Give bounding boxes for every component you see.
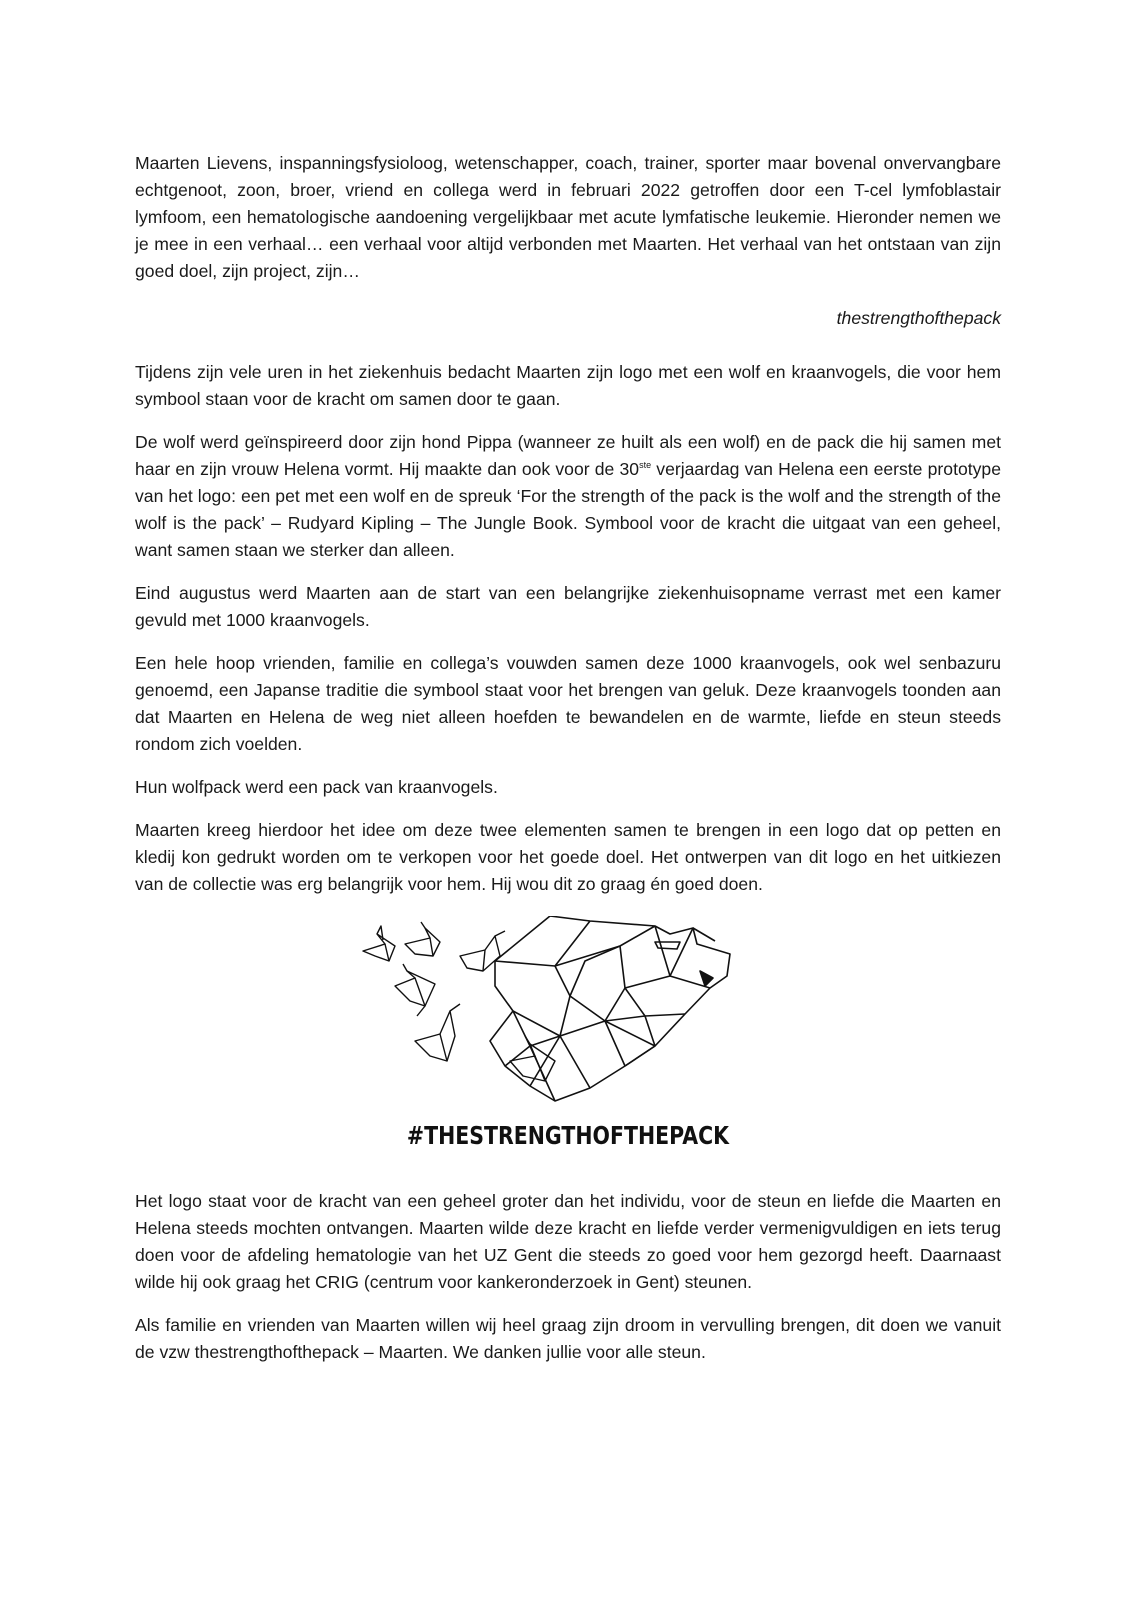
closing-paragraph: Als familie en vrienden van Maarten willen wij heel graag zijn droom in vervulling brengen, dit doen we vanuit de vzw thestrengthofthepack – Maarten. We danken jullie voor alle steun. xyxy=(135,1315,1001,1362)
wolf-paragraph-part-a: De wolf werd geïnspireerd door zijn hond Pippa (wanneer ze huilt als een wolf) en de pack die hij samen met haar en zijn vrouw Helena vormt. Hij maakte dan ook voor de 30 xyxy=(135,432,1001,479)
august-paragraph: Eind augustus werd Maarten aan de start van een belangrijke ziekenhuisopname verrast met een kamer gevuld met 1000 kraanvogels. xyxy=(135,583,1001,630)
document-body xyxy=(135,150,1001,1366)
wolf-paragraph xyxy=(135,429,1001,564)
wolf-cranes-logo-icon xyxy=(355,916,775,1116)
collection-paragraph: Maarten kreeg hierdoor het idee om deze twee elementen samen te brengen in een logo dat op petten en kledij kon gedrukt worden om te verkopen voor het goede doel. Het ontwerpen van dit logo en het uitkiezen van de collectie was erg belangrijk voor hem. Hij wou dit zo graag én goed doen. xyxy=(135,820,1001,894)
logo xyxy=(135,916,1001,1176)
logo-caption: #THESTRENGTHOFTHEPACK xyxy=(406,1121,730,1150)
logo-idea-paragraph: Tijdens zijn vele uren in het ziekenhuis bedacht Maarten zijn logo met een wolf en kraanvogels, die voor hem symbool staan voor de kracht om samen door te gaan. xyxy=(135,362,1001,409)
ordinal-suffix: ste xyxy=(639,460,652,470)
cranes-paragraph: Een hele hoop vrienden, familie en collega’s vouwden samen deze 1000 kraanvogels, ook wel senbazuru genoemd, een Japanse traditie die symbool staat voor het brengen van geluk. Deze kraanvogels toonden aan dat Maarten en Helena de weg niet alleen hoefden te bewandelen en de warmte, liefde en steun steeds rondom zich voelden. xyxy=(135,653,1001,754)
wolf-paragraph-part-b: verjaardag van Helena een eerste prototype van het logo: een pet met een wolf en de spreuk ‘For the strength of the pack is the wolf and the strength of the wolf is the pack’ – Rudyard Kipling – The Jungle Book. Symbool voor de kracht die uitgaat van een geheel, want samen staan we sterker dan alleen. xyxy=(135,459,1001,560)
wolfpack-paragraph: Hun wolfpack werd een pack van kraanvogels. xyxy=(135,777,498,797)
meaning-paragraph: Het logo staat voor de kracht van een geheel groter dan het individu, voor de steun en liefde die Maarten en Helena steeds mochten ontvangen. Maarten wilde deze kracht en liefde verder vermenigvuldigen en iets terug doen voor de afdeling hematologie van het UZ Gent die steeds zo goed voor hem gezorgd heeft. Daarnaast wilde hij ook graag het CRIG (centrum voor kankeronderzoek in Gent) steunen. xyxy=(135,1191,1001,1292)
tagline: thestrengthofthepack xyxy=(836,308,1001,328)
intro-paragraph: Maarten Lievens, inspanningsfysioloog, wetenschapper, coach, trainer, sporter maar bovenal onvervangbare echtgenoot, zoon, broer, vriend en collega werd in februari 2022 getroffen door een T-cel lymfoblastair lymfoom, een hematologische aandoening vergelijkbaar met acute lymfatische leukemie. Hieronder nemen we je mee in een verhaal… een verhaal voor altijd verbonden met Maarten. Het verhaal van het ontstaan van zijn goed doel, zijn project, zijn… xyxy=(135,153,1001,281)
